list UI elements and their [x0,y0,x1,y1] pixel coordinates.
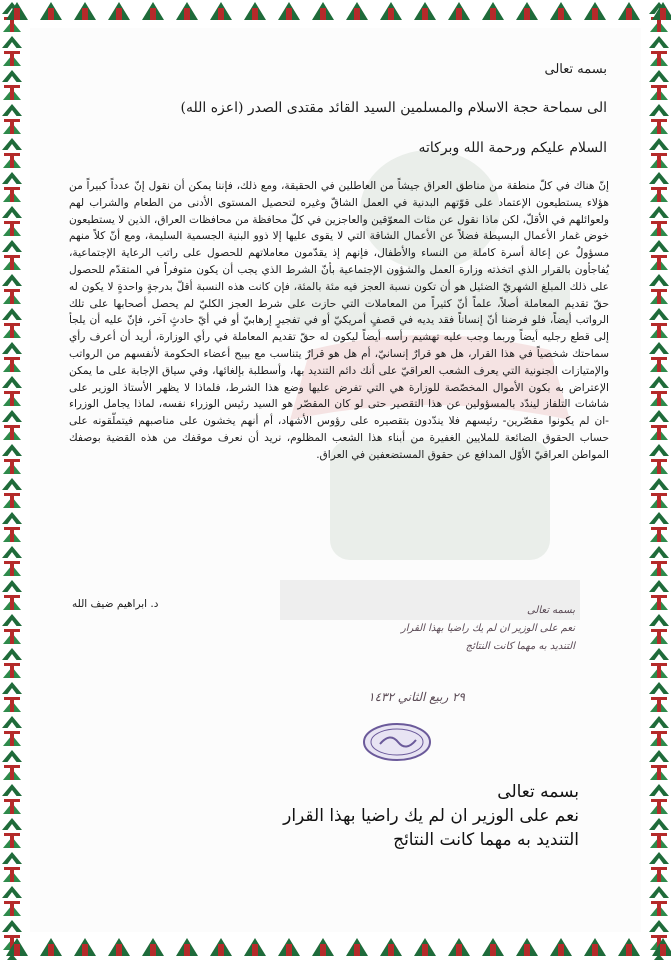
handwritten-reply [315,602,575,656]
handwritten-line-2: نعم على الوزير ان لم يك راضيا بهذا القرار [400,623,575,634]
decorative-border-bottom [0,936,671,960]
handwritten-line-3: التنديد به مهما كانت النتائج [465,641,575,652]
basmala: بسمه تعالى [544,62,607,77]
typed-reply [259,780,579,852]
typed-line-2: نعم على الوزير ان لم يك راضيا بهذا القرار [283,806,579,826]
letter-body: إنّ هناك في كلّ منطقة من مناطق العراق جيشاً من العاطلين في الحقيقة، ومع ذلك، فإننا يمكن أن نقول إنّ عدداً كبيراً من هؤلاء يستطيعون الإعتماد على قوّتهم البدنية في العمل الشاقّ وغيره لتحصيل المستوى الأدنى من الطعام والشراب لهم ولعوائلهم في الأقلّ، لكن ماذا نقول عن مئات المعوّقين والعاجزين في كلّ محافظة من محافظات العراق، الذين لا يستطيعون خوض غمار الأعمال البسيطة فضلاً عن الأعمال الشاقة التي لا يقوى عليها إلا ذوو البنية الجسمية السليمة، ومع أنّ كلاً منهم مسؤولٌ عن إعالة أسرة كاملة من النساء والأطفال، فإنهم إذ يقدّمون معاملاتهم للحصول على راتب الرعاية الإجتماعية، يُفاجأون بالقرار الذي اتخذته وزارة العمل والشؤون الإجتماعية بأنّ الشرط الذي يجب أن يكون متوفراً في المتقدّم للحصول على ذلك المبلغ الشهريّ الضئيل هو أن تكون نسبة العجز فيه مئة بالمئة، فإن كانت هذه النسبة أقلّ بدرجةٍ واحدةٍ لا يكون له حقّ تقديم المعاملة أصلاً، علماً أنّ كثيراً من المعاملات التي حازت على شرط العجز الكليّ لم يحصل أصحابها على تلك الرواتب أيضاً، فلو فرضنا أنّ إنساناً فقد يديه في قصفٍ أمريكيّ أو في تفجيرٍ إرهابيّ أو في أيّ حادثٍ آخر، فإنّ عليه أن يلجأ إلى قطع رجليه أيضاً وربما وجب عليه تهشيم رأسه أيضاً ليكون له حقّ تقديم المعاملة في رأي الوزارة، أريد أن أعرف رأي سماحتك شخصياً في هذا القرار، هل هو قرارٌ إنسانيّ، أم هل هو قرارٌ يتناسب مع بيبح أعضاء الحكومة لأنفسهم من الرواتب والإمتيازات الجنونية التي يعرف الشعب العراقيّ على أنك دائم التنديد بها، وأسطلبة بإلغائها، وفي سياق الإجابة على ما يمكن الإعتراض به بكون الأموال المخصّصة للوزارة هي التي تفرض عليها وضع هذا الشرط، فلماذا لا يظهر الأستاذ الوزير على شاشات التلفاز ليندّد بالمسؤولين عن هذا التقصير حتى لو كان المقصّر هو السيد رئيس الوزراء نفسه، لماذا يجامل الوزراء -ان لم يكونوا مقصّرين- رئيسهم فلا يندّدون بتقصيره على رؤوس الأشهاد، أم أنهم يخشون على مناصبهم فيتملّقونه على حساب الحقوق الضائعة للملايين الغفيرة من أبناء هذا الشعب المظلوم، نريد أن نعرف موقفك من هذه القضية بوصفك المواطن العراقيّ الأوّل المدافع عن حقوق المستضعفين في العراق. [69,180,609,461]
handwritten-line-1: بسمه تعالى [526,605,575,616]
addressee-line: الى سماحة حجة الاسلام والمسلمين السيد القائد مقتدى الصدر (اعزه الله) [180,100,607,116]
greeting-line: السلام عليكم ورحمة الله وبركاته [418,140,607,156]
typed-line-1: بسمه تعالى [497,782,579,802]
typed-line-3: التنديد به مهما كانت النتائج [393,830,579,850]
seal-stamp [362,722,432,762]
decorative-border-top [0,0,671,24]
handwritten-date: ٢٩ ربيع الثاني ١٤٣٢ [368,690,465,704]
decorative-border-right [647,0,671,960]
signer-name: د. ابراهيم ضيف الله [72,598,159,610]
decorative-border-left [0,0,24,960]
